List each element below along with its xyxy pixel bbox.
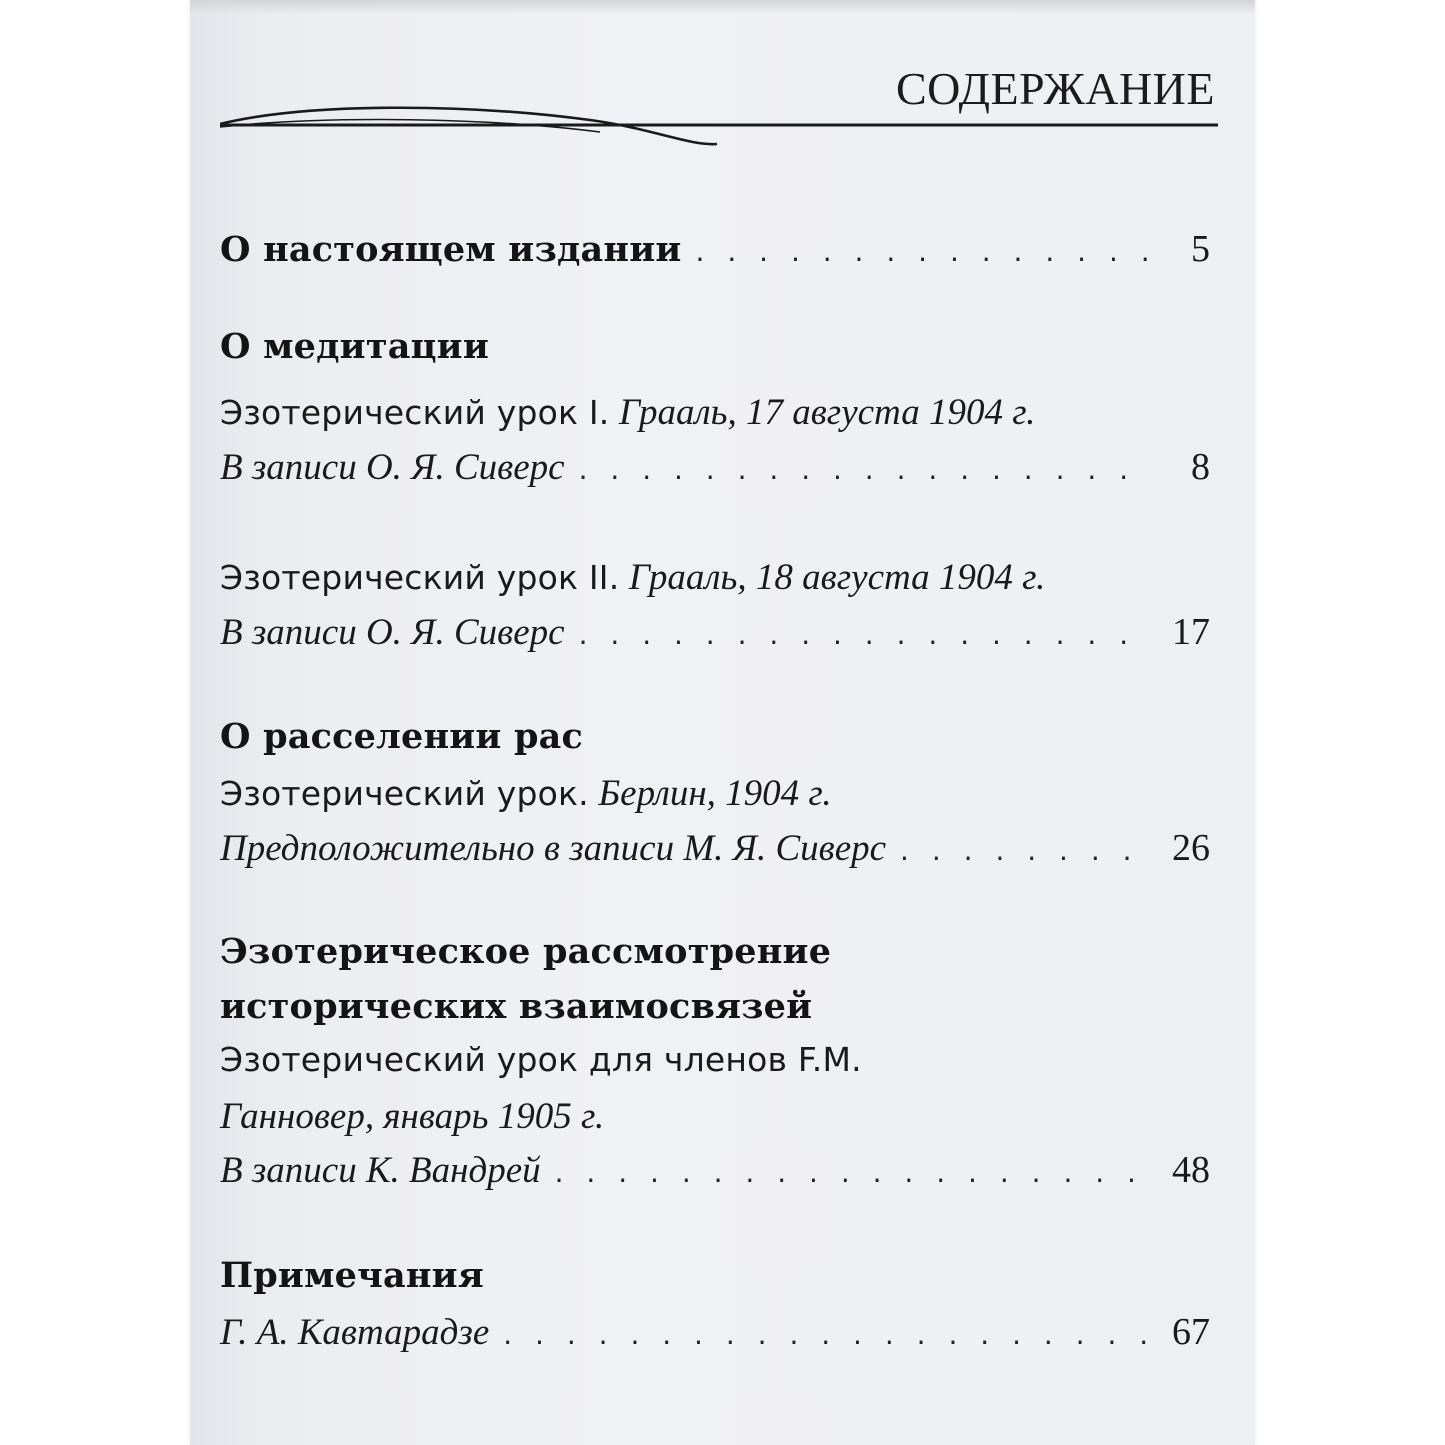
dot-leader xyxy=(503,1318,1148,1351)
notes-author: Г. А. Кавтарадзе xyxy=(220,1312,490,1353)
toc-heading-notes[interactable]: Примечания xyxy=(220,1255,484,1296)
toc-entry-lesson-4[interactable] xyxy=(220,1148,1210,1192)
dot-leader xyxy=(579,453,1148,486)
toc-entry-line xyxy=(220,555,1210,599)
lesson-title: Эзотерический урок для членов F.M. xyxy=(220,1040,862,1079)
toc-entry-notes[interactable] xyxy=(220,1310,1210,1354)
toc-entry-lesson-1[interactable] xyxy=(220,445,1210,489)
lesson-title: Эзотерический урок I. xyxy=(220,393,610,432)
toc-entry-line xyxy=(220,1040,1210,1079)
decorative-rule-icon xyxy=(220,98,1218,158)
toc-heading-races[interactable]: О расселении рас xyxy=(220,716,584,757)
lesson-place-date: Грааль, 17 августа 1904 г. xyxy=(618,392,1036,433)
lesson-place-date: Грааль, 18 августа 1904 г. xyxy=(628,557,1046,598)
page-number: 5 xyxy=(1191,228,1210,270)
book-page xyxy=(190,0,1255,1445)
page-number: 26 xyxy=(1172,827,1210,869)
lesson-recorder: Предположительно в записи М. Я. Сиверс xyxy=(220,828,887,869)
toc-entry-line xyxy=(220,390,1210,434)
dot-leader xyxy=(555,1156,1148,1189)
lesson-recorder: В записи О. Я. Сиверс xyxy=(220,447,565,488)
lesson-title: Эзотерический урок. xyxy=(220,774,589,813)
lesson-recorder: В записи О. Я. Сиверс xyxy=(220,612,565,653)
dot-leader xyxy=(579,618,1148,651)
toc-entry-line xyxy=(220,1095,1210,1138)
lesson-recorder: В записи К. Вандрей xyxy=(220,1150,541,1191)
lesson-place-date: Берлин, 1904 г. xyxy=(598,773,832,814)
page-number: 67 xyxy=(1172,1311,1210,1353)
toc-entry-lesson-2[interactable] xyxy=(220,610,1210,654)
dot-leader xyxy=(696,235,1148,268)
page-title: СОДЕРЖАНИЕ xyxy=(895,63,1215,114)
toc-entry-line xyxy=(220,771,1210,815)
toc-entry-lesson-3[interactable] xyxy=(220,826,1210,870)
toc-heading: О настоящем издании xyxy=(220,229,682,270)
lesson-title: Эзотерический урок II. xyxy=(220,558,620,597)
page-number: 17 xyxy=(1172,611,1210,653)
dot-leader xyxy=(900,834,1148,867)
lesson-place-date: Ганновер, январь 1905 г. xyxy=(220,1096,605,1137)
toc-entry-about-edition[interactable] xyxy=(220,227,1210,271)
toc-heading-esoteric-line1[interactable]: Эзотерическое рассмотрение xyxy=(220,931,832,972)
page-number: 48 xyxy=(1172,1149,1210,1191)
toc-heading-meditation[interactable]: О медитации xyxy=(220,326,489,367)
page-number: 8 xyxy=(1191,446,1210,488)
toc-heading-esoteric-line2[interactable]: исторических взаимосвязей xyxy=(220,986,813,1027)
